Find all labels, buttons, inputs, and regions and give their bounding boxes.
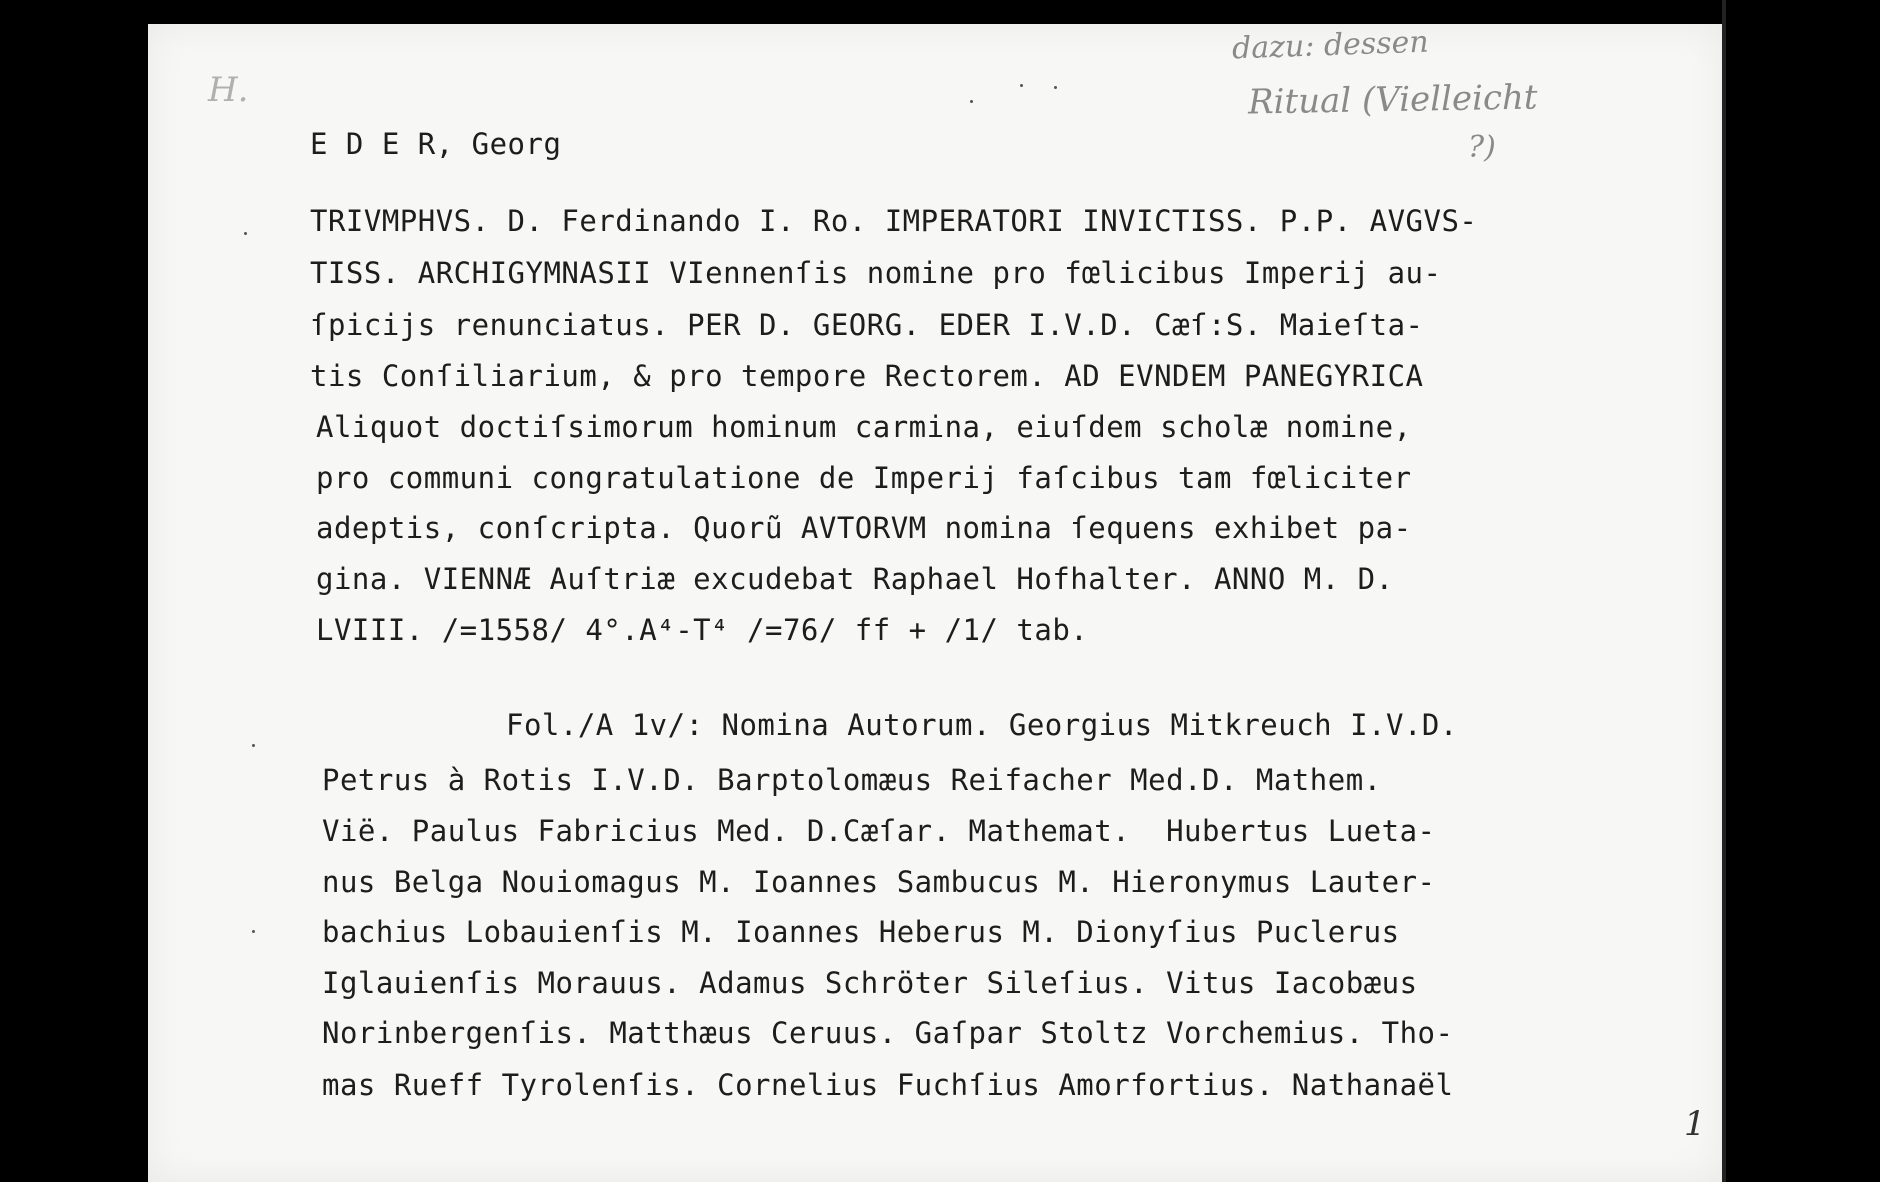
title-line-2: TISS. ARCHIGYMNASII VIennenſis nomine pro fœlicibus Imperij au-: [310, 256, 1442, 290]
handwritten-note-line-2: Ritual (Vielleicht: [1247, 77, 1538, 123]
contents-line-6: Iglauienſis Morauus. Adamus Schröter Sileſius. Vitus Iacobæus: [322, 966, 1418, 1000]
title-line-4: tis Conſiliarium, & pro tempore Rectorem. AD EVNDEM PANEGYRICA: [310, 359, 1424, 393]
contents-line-3: Vië. Paulus Fabricius Med. D.Cæſar. Mathemat. Hubertus Lueta-: [322, 814, 1436, 848]
scan-speck: [244, 232, 247, 235]
contents-line-5: bachius Lobauienſis M. Ioannes Heberus M. Dionyſius Puclerus: [322, 915, 1400, 949]
contents-line-7: Norinbergenſis. Matthæus Ceruus. Gaſpar Stoltz Vorchemius. Tho-: [322, 1016, 1454, 1050]
scan-speck: [1054, 86, 1057, 89]
contents-line-4: nus Belga Nouiomagus M. Ioannes Sambucus M. Hieronymus Lauter-: [322, 865, 1436, 899]
scan-speck: [252, 930, 255, 933]
contents-line-8: mas Rueff Tyrolenſis. Cornelius Fuchſius Amorfortius. Nathanaël: [322, 1068, 1454, 1102]
scan-speck: [252, 744, 255, 747]
scan-edge: [1722, 0, 1726, 1182]
handwritten-note-line-1: dazu: dessen: [1231, 24, 1430, 67]
scan-speck: [1020, 84, 1023, 87]
title-line-8: gina. VIENNÆ Auſtriæ excudebat Raphael Hofhalter. ANNO M. D.: [316, 562, 1394, 596]
scan-speck: [970, 100, 973, 103]
title-line-9-imprint: LVIII. /=1558/ 4°.A⁴-T⁴ /=76/ ff + /1/ tab.: [316, 613, 1089, 647]
title-line-5: Aliquot doctiſsimorum hominum carmina, eiuſdem scholæ nomine,: [316, 410, 1412, 444]
contents-line-2: Petrus à Rotis I.V.D. Barptolomæus Reifacher Med.D. Mathem.: [322, 763, 1382, 797]
title-line-7: adeptis, conſcripta. Quorũ AVTORVM nomina ſequens exhibet pa-: [316, 511, 1412, 545]
author-heading: E D E R, Georg: [310, 127, 562, 161]
catalog-card: [148, 24, 1722, 1182]
title-line-3: ſpicijs renunciatus. PER D. GEORG. EDER I.V.D. Cæſ:S. Maieſta-: [310, 308, 1424, 342]
handwritten-note-line-3: ?): [1468, 130, 1496, 165]
page-number: 1: [1684, 1104, 1706, 1144]
corner-mark: H.: [208, 70, 249, 110]
title-line-1: TRIVMPHVS. D. Ferdinando I. Ro. IMPERATORI INVICTISS. P.P. AVGVS-: [310, 204, 1478, 238]
title-line-6: pro communi congratulatione de Imperij faſcibus tam fœliciter: [316, 461, 1412, 495]
contents-line-1: Fol./A 1v/: Nomina Autorum. Georgius Mitkreuch I.V.D.: [506, 708, 1458, 742]
